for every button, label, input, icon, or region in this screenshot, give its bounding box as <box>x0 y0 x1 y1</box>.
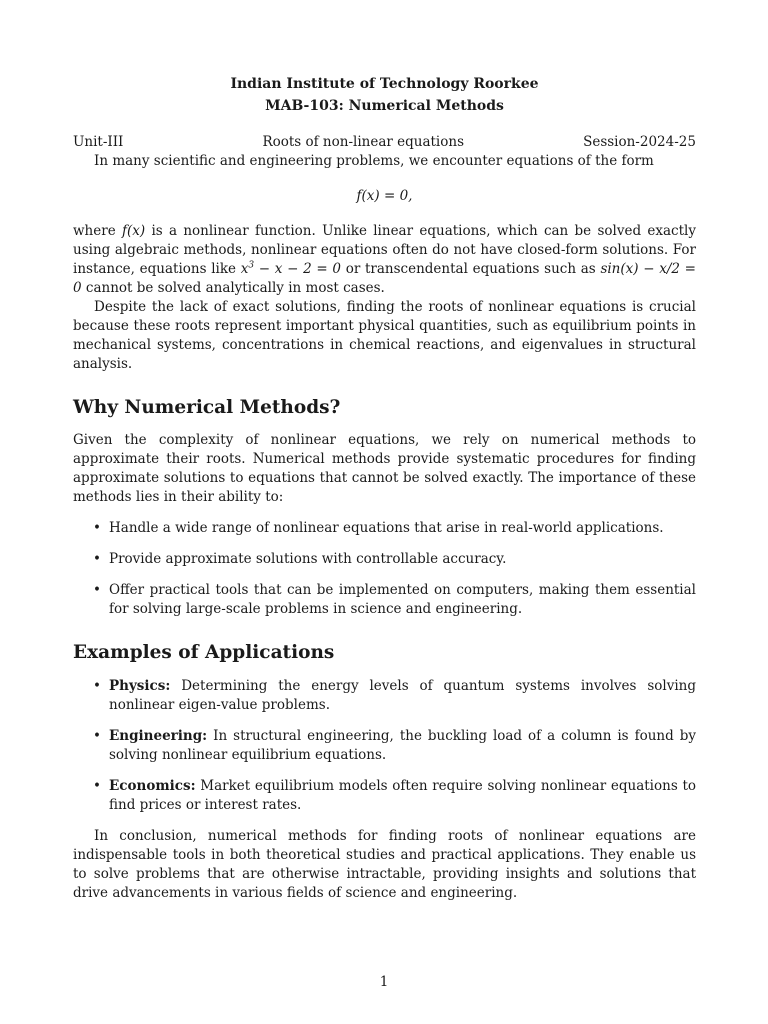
term-label: Engineering: <box>109 728 208 744</box>
list-item: • Physics: Determining the energy levels of quantum systems involves solving nonlinear eigen-value problems. <box>93 678 696 713</box>
term-label: Physics: <box>109 678 171 694</box>
term-label: Economics: <box>109 778 196 794</box>
list-item: • Handle a wide range of nonlinear equations that arise in real-world applications. <box>93 520 664 536</box>
document-header <box>73 73 696 117</box>
inline-math: f(x) <box>121 223 146 239</box>
course-title: MAB-103: Numerical Methods <box>265 98 504 114</box>
bullet-icon: • <box>93 520 101 536</box>
display-equation: f(x) = 0, <box>356 188 413 204</box>
conclusion-paragraph: In conclusion, numerical methods for finding roots of nonlinear equations are indispensable tools in both theoretical studies and practical applications. They enable us to solve problems that are otherwise intractable, providing insights and solutions that drive advancements in various fields of science and engineering. <box>73 828 696 901</box>
intro-paragraph-3: Despite the lack of exact solutions, finding the roots of nonlinear equations is crucial because these roots represent important physical quantities, such as equilibrium points in mechanical systems, concentrations in chemical reactions, and eigenvalues in structural analysis. <box>73 299 696 372</box>
bullet-icon: • <box>93 551 101 567</box>
why-bullet-list <box>73 519 696 619</box>
section-heading-why: Why Numerical Methods? <box>73 397 341 418</box>
inline-math: $x^3 - x - 2 = 0$ <box>240 260 342 277</box>
institute-name: Indian Institute of Technology Roorkee <box>230 76 539 92</box>
bullet-icon: • <box>93 778 101 794</box>
inline-math: sin(x) − x/2 = 0 <box>73 261 696 296</box>
list-item: • Engineering: In structural engineering, the buckling load of a column is found by solving nonlinear equilibrium equations. <box>93 728 696 763</box>
unit-label: Unit-III <box>73 134 124 150</box>
topic-label: Roots of non-linear equations <box>262 134 464 150</box>
intro-paragraph-1: In many scientific and engineering problems, we encounter equations of the form <box>94 153 654 169</box>
why-paragraph: Given the complexity of nonlinear equations, we rely on numerical methods to approximate their roots. Numerical methods provide systematic procedures for finding approximate solutions to equations that cannot be solved exactly. The importance of these methods lies in their ability to: <box>73 432 696 505</box>
session-label: Session-2024-25 <box>583 134 696 150</box>
examples-bullet-list <box>73 677 696 815</box>
bullet-icon: • <box>93 678 101 694</box>
section-heading-examples: Examples of Applications <box>73 642 335 663</box>
page-number: 1 <box>379 974 389 990</box>
list-item: • Provide approximate solutions with controllable accuracy. <box>93 551 507 567</box>
list-item: • Economics: Market equilibrium models often require solving nonlinear equations to find prices or interest rates. <box>93 778 696 813</box>
bullet-icon: • <box>93 728 101 744</box>
list-item: • Offer practical tools that can be implemented on computers, making them essential for solving large-scale problems in science and engineering. <box>93 582 696 617</box>
bullet-icon: • <box>93 582 101 598</box>
intro-paragraph-2: where f(x) is a nonlinear function. Unlike linear equations, which can be solved exactly using algebraic methods, nonlinear equations often do not have closed-form solutions. For instance, equations like $x^3 - x - 2 = 0$ or transcendental equations such as sin(x) − x/2 = 0 cannot be solved analytically in most cases. <box>73 223 696 296</box>
meta-line <box>73 133 696 152</box>
document-page <box>73 73 696 903</box>
